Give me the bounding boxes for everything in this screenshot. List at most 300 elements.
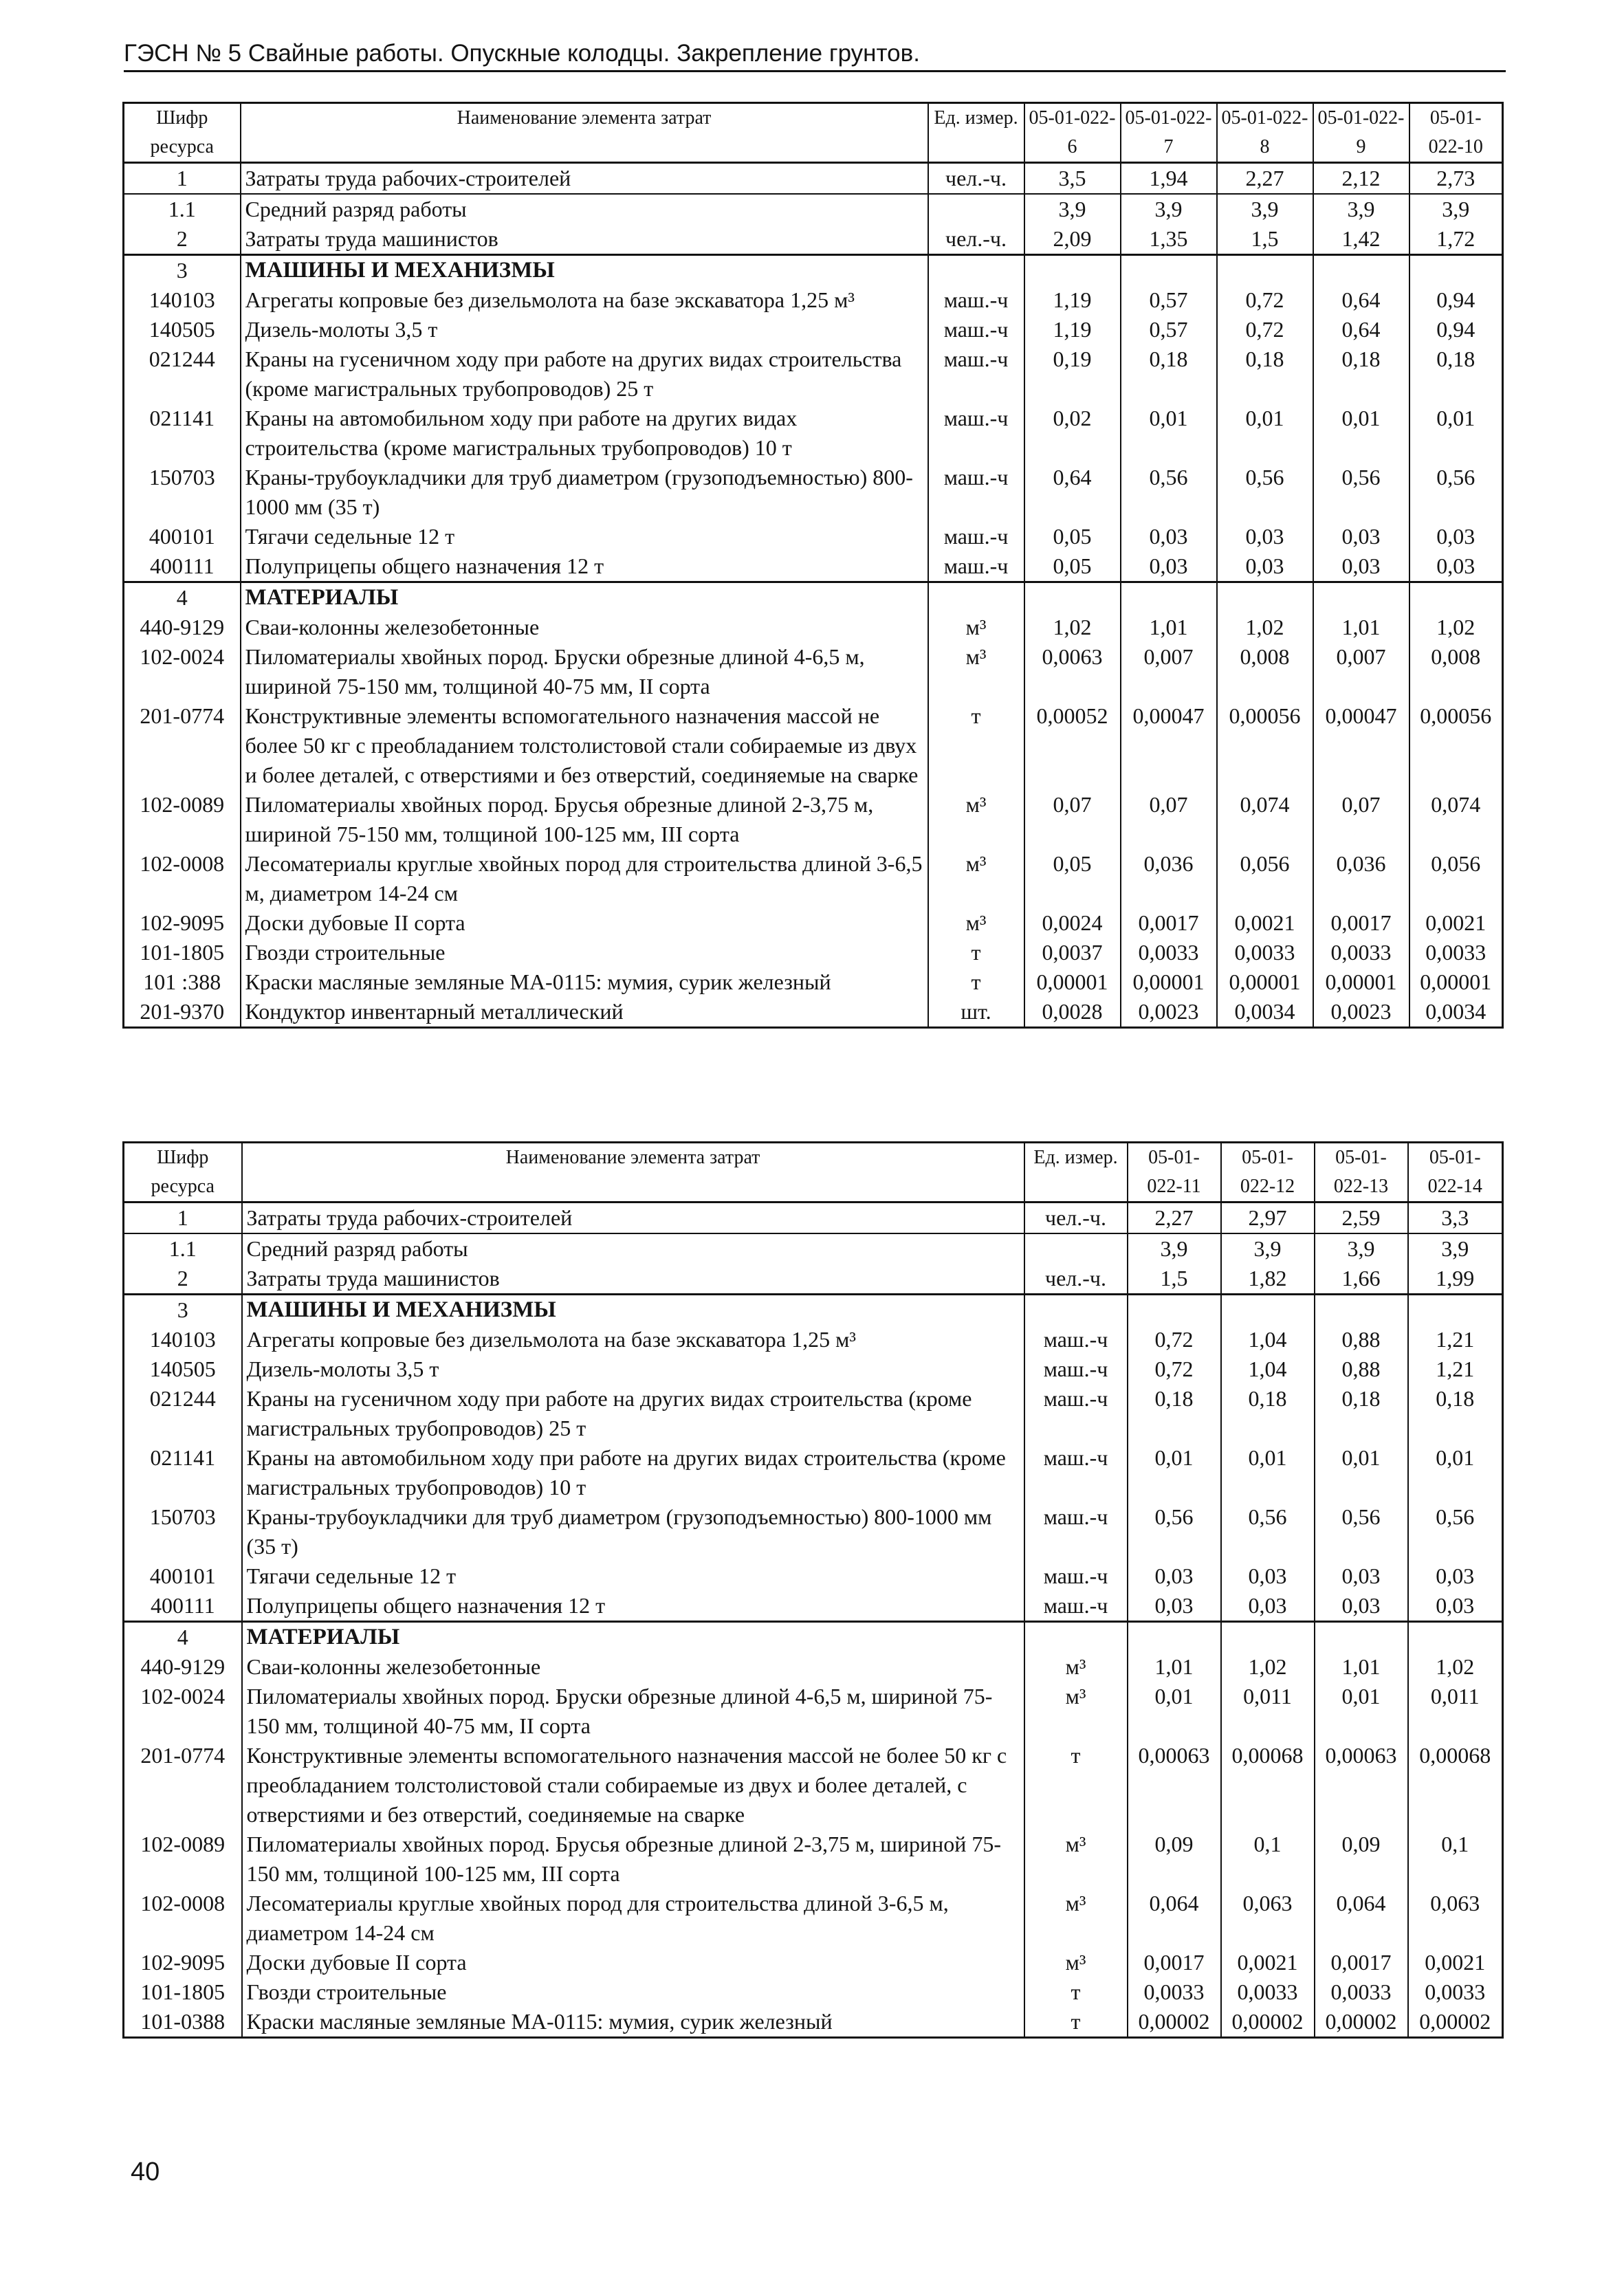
resource-code: 021141 [124,404,241,463]
table-row [124,938,1503,967]
resource-value: 0,0033 [1313,938,1409,967]
table-row [124,997,1503,1028]
resource-unit: м³ [928,908,1024,938]
resource-value: 0,00068 [1408,1741,1503,1830]
resource-value: 0,01 [1128,1682,1221,1741]
table-row [124,1830,1503,1889]
resource-code: 150703 [124,463,241,522]
resource-unit: м³ [928,790,1024,849]
header-code: Шифр ресурса [124,1143,242,1203]
resource-value: 0,01 [1221,1443,1315,1502]
resource-value: 2,27 [1128,1203,1221,1234]
resource-value: 0,19 [1024,344,1121,404]
resource-value: 3,9 [1315,1233,1408,1264]
resource-name: Затраты труда рабочих-строителей [241,163,928,195]
resource-name: Краны-трубоукладчики для труб диаметром (грузоподъемностью) 800-1000 мм (35 т) [241,463,928,522]
resource-unit: т [1024,1741,1128,1830]
resource-unit: маш.-ч [1024,1384,1128,1443]
resource-unit: маш.-ч [1024,1591,1128,1622]
resource-value: 0,00056 [1409,701,1503,790]
resource-code: 021141 [124,1443,242,1502]
resource-code: 102-9095 [124,908,241,938]
resource-table-1 [122,102,1504,1029]
section-row [124,582,1503,613]
resource-code: 102-0024 [124,1682,242,1741]
resource-name: Краны-трубоукладчики для труб диаметром (грузоподъемностью) 800-1000 мм (35 т) [242,1502,1024,1561]
table-row [124,551,1503,582]
resource-name: Сваи-колонны железобетонные [241,613,928,642]
resource-value: 3,9 [1217,194,1313,224]
resource-value: 0,00002 [1408,2007,1503,2038]
resource-code: 150703 [124,1502,242,1561]
resource-unit: м³ [928,613,1024,642]
resource-value: 0,18 [1121,344,1217,404]
header-code: Шифр ресурса [124,103,241,163]
resource-name: МАШИНЫ И МЕХАНИЗМЫ [242,1295,1024,1326]
resource-unit: чел.-ч. [928,224,1024,255]
resource-value: 0,03 [1121,551,1217,582]
resource-code: 1.1 [124,1233,242,1264]
resource-value: 1,19 [1024,315,1121,344]
resource-name: Затраты труда машинистов [242,1264,1024,1295]
resource-value: 0,56 [1128,1502,1221,1561]
resource-value: 0,00063 [1315,1741,1408,1830]
resource-value: 0,72 [1217,285,1313,315]
table-row [124,1741,1503,1830]
resource-value: 0,036 [1313,849,1409,908]
table-row [124,1203,1503,1234]
header-name: Наименование элемента затрат [242,1143,1024,1203]
resource-value: 0,00001 [1409,967,1503,997]
table-row [124,1264,1503,1295]
resource-code: 2 [124,1264,242,1295]
resource-value [1121,582,1217,613]
resource-value: 0,0021 [1408,1948,1503,1977]
resource-value [1409,255,1503,286]
header-col: 05-01-022-10 [1409,103,1503,163]
resource-value: 0,0063 [1024,642,1121,701]
resource-value: 0,00001 [1313,967,1409,997]
resource-name: Краски масляные земляные МА-0115: мумия, сурик железный [242,2007,1024,2038]
table-row [124,613,1503,642]
resource-value: 1,02 [1217,613,1313,642]
resource-name: Сваи-колонны железобетонные [242,1652,1024,1682]
resource-value: 0,0017 [1128,1948,1221,1977]
resource-code: 021244 [124,344,241,404]
resource-name: МАТЕРИАЛЫ [242,1622,1024,1653]
resource-name: Конструктивные элементы вспомогательного назначения массой не более 50 кг с преобладанием толстолистовой стали собираемые из двух и более деталей, с отверстиями и без отверстий, соединяемые на сварке [242,1741,1024,1830]
resource-value: 0,72 [1128,1325,1221,1354]
resource-value: 0,09 [1315,1830,1408,1889]
resource-name: Краны на гусеничном ходу при работе на других видах строительства (кроме магистральных трубопроводов) 25 т [242,1384,1024,1443]
resource-value: 0,07 [1313,790,1409,849]
page-header: ГЭСН № 5 Свайные работы. Опускные колодцы. Закрепление грунтов. [124,39,1506,72]
resource-value: 1,01 [1313,613,1409,642]
resource-value: 0,01 [1408,1443,1503,1502]
resource-value [1313,255,1409,286]
resource-value: 0,09 [1128,1830,1221,1889]
resource-value: 3,9 [1313,194,1409,224]
resource-unit: чел.-ч. [1024,1264,1128,1295]
resource-value: 0,00001 [1121,967,1217,997]
resource-name: Пиломатериалы хвойных пород. Брусья обрезные длиной 2-3,75 м, шириной 75-150 мм, толщиной 100-125 мм, III сорта [241,790,928,849]
resource-value: 0,00052 [1024,701,1121,790]
resource-unit: чел.-ч. [1024,1203,1128,1234]
resource-name: МАШИНЫ И МЕХАНИЗМЫ [241,255,928,286]
resource-value: 0,0024 [1024,908,1121,938]
resource-value [1217,582,1313,613]
header-col: 05-01-022-6 [1024,103,1121,163]
table-row [124,522,1503,551]
resource-value: 0,56 [1221,1502,1315,1561]
resource-code: 400111 [124,1591,242,1622]
resource-value: 3,9 [1408,1233,1503,1264]
table-row [124,1384,1503,1443]
resource-code: 140505 [124,1354,242,1384]
resource-unit [1024,1233,1128,1264]
resource-value: 0,64 [1313,285,1409,315]
table-row [124,1354,1503,1384]
resource-value: 0,03 [1408,1561,1503,1591]
resource-value: 0,0033 [1408,1977,1503,2007]
resource-value: 0,03 [1409,551,1503,582]
resource-value: 0,011 [1221,1682,1315,1741]
page-number: 40 [131,2157,160,2186]
resource-unit: шт. [928,997,1024,1028]
table-row [124,285,1503,315]
header-col: 05-01-022-14 [1408,1143,1503,1203]
resource-code: 140505 [124,315,241,344]
resource-code: 400101 [124,1561,242,1591]
table-row [124,1652,1503,1682]
resource-unit: м³ [1024,1652,1128,1682]
resource-value: 0,01 [1128,1443,1221,1502]
table-row [124,163,1503,195]
resource-value: 0,18 [1217,344,1313,404]
resource-value: 2,73 [1409,163,1503,195]
resource-value: 0,00047 [1313,701,1409,790]
resource-value: 0,01 [1315,1682,1408,1741]
resource-value: 0,56 [1409,463,1503,522]
resource-value [1408,1622,1503,1653]
resource-value: 0,18 [1221,1384,1315,1443]
resource-value: 0,03 [1313,551,1409,582]
resource-value: 0,00002 [1315,2007,1408,2038]
resource-value: 2,97 [1221,1203,1315,1234]
resource-name: Пиломатериалы хвойных пород. Бруски обрезные длиной 4-6,5 м, шириной 75-150 мм, толщиной 40-75 мм, II сорта [241,642,928,701]
header-unit: Ед. измер. [1024,1143,1128,1203]
resource-unit: маш.-ч [928,404,1024,463]
resource-value: 1,02 [1221,1652,1315,1682]
resource-code: 201-9370 [124,997,241,1028]
resource-value: 3,9 [1024,194,1121,224]
resource-name: Полуприцепы общего назначения 12 т [242,1591,1024,1622]
header-unit: Ед. измер. [928,103,1024,163]
resource-value: 0,0021 [1221,1948,1315,1977]
header-col: 05-01-022-11 [1128,1143,1221,1203]
resource-value: 1,35 [1121,224,1217,255]
resource-value: 0,0023 [1313,997,1409,1028]
resource-value: 2,12 [1313,163,1409,195]
resource-value: 0,00002 [1221,2007,1315,2038]
table-row [124,790,1503,849]
resource-name: Тягачи седельные 12 т [241,522,928,551]
resource-unit: т [928,701,1024,790]
resource-code: 140103 [124,285,241,315]
resource-value: 0,07 [1024,790,1121,849]
table-row [124,2007,1503,2038]
resource-value: 1,04 [1221,1325,1315,1354]
resource-value: 0,18 [1409,344,1503,404]
resource-value: 1,02 [1409,613,1503,642]
resource-value [1315,1622,1408,1653]
resource-name: Лесоматериалы круглые хвойных пород для строительства длиной 3-6,5 м, диаметром 14-24 см [242,1889,1024,1948]
resource-name: Кондуктор инвентарный металлический [241,997,928,1028]
resource-value: 0,00047 [1121,701,1217,790]
resource-value: 1,5 [1128,1264,1221,1295]
header-name: Наименование элемента затрат [241,103,928,163]
resource-code: 4 [124,582,241,613]
resource-code: 2 [124,224,241,255]
table-row [124,701,1503,790]
resource-code: 4 [124,1622,242,1653]
resource-name: Конструктивные элементы вспомогательного назначения массой не более 50 кг с преобладанием толстолистовой стали собираемые из двух и более деталей, с отверстиями и без отверстий, соединяемые на сварке [241,701,928,790]
table-row [124,908,1503,938]
resource-value: 0,01 [1313,404,1409,463]
resource-value: 0,94 [1409,285,1503,315]
resource-name: Затраты труда рабочих-строителей [242,1203,1024,1234]
resource-value: 0,056 [1217,849,1313,908]
table-row [124,1561,1503,1591]
resource-value [1221,1622,1315,1653]
resource-value: 1,01 [1315,1652,1408,1682]
resource-code: 101 :388 [124,967,241,997]
resource-unit: маш.-ч [1024,1443,1128,1502]
resource-unit: т [1024,2007,1128,2038]
resource-name: Гвозди строительные [241,938,928,967]
resource-code: 1.1 [124,194,241,224]
resource-unit: т [928,938,1024,967]
resource-value: 0,18 [1408,1384,1503,1443]
resource-value: 2,27 [1217,163,1313,195]
resource-value: 0,011 [1408,1682,1503,1741]
resource-code: 440-9129 [124,1652,242,1682]
resource-code: 1 [124,1203,242,1234]
resource-value: 1,72 [1409,224,1503,255]
resource-code: 102-0089 [124,790,241,849]
resource-code: 101-1805 [124,938,241,967]
resource-unit: маш.-ч [1024,1354,1128,1384]
table-row [124,1682,1503,1741]
resource-value: 0,064 [1128,1889,1221,1948]
resource-value: 0,0033 [1409,938,1503,967]
section-row [124,1622,1503,1653]
resource-name: Краны на гусеничном ходу при работе на других видах строительства (кроме магистральных трубопроводов) 25 т [241,344,928,404]
resource-value: 0,00063 [1128,1741,1221,1830]
resource-unit [928,194,1024,224]
table-row [124,1443,1503,1502]
resource-value: 0,72 [1217,315,1313,344]
table-row [124,1233,1503,1264]
resource-value: 0,56 [1408,1502,1503,1561]
resource-value: 0,03 [1121,522,1217,551]
resource-value: 3,5 [1024,163,1121,195]
resource-code: 102-9095 [124,1948,242,1977]
resource-code: 140103 [124,1325,242,1354]
resource-code: 101-1805 [124,1977,242,2007]
resource-value: 0,0028 [1024,997,1121,1028]
resource-value: 0,01 [1121,404,1217,463]
resource-value: 0,074 [1217,790,1313,849]
resource-value: 0,64 [1313,315,1409,344]
resource-value [1409,582,1503,613]
resource-value: 0,00068 [1221,1741,1315,1830]
resource-value: 0,0021 [1409,908,1503,938]
resource-code: 201-0774 [124,1741,242,1830]
resource-value [1024,255,1121,286]
resource-value: 1,21 [1408,1354,1503,1384]
resource-value: 0,1 [1408,1830,1503,1889]
resource-value: 0,0023 [1121,997,1217,1028]
resource-unit: м³ [1024,1889,1128,1948]
resource-value: 3,9 [1121,194,1217,224]
resource-name: Дизель-молоты 3,5 т [242,1354,1024,1384]
table-row [124,1889,1503,1948]
table-row [124,1591,1503,1622]
resource-code: 102-0089 [124,1830,242,1889]
resource-value [1217,255,1313,286]
resource-code: 101-0388 [124,2007,242,2038]
resource-value: 0,0034 [1409,997,1503,1028]
table-header-row [124,1143,1503,1203]
resource-name: Доски дубовые II сорта [242,1948,1024,1977]
resource-value: 1,02 [1024,613,1121,642]
resource-value: 0,05 [1024,849,1121,908]
resource-value: 2,09 [1024,224,1121,255]
resource-unit: м³ [928,849,1024,908]
resource-code: 3 [124,255,241,286]
resource-unit: м³ [1024,1830,1128,1889]
resource-value: 0,03 [1315,1561,1408,1591]
header-col: 05-01-022-13 [1315,1143,1408,1203]
resource-value: 3,3 [1408,1203,1503,1234]
resource-unit: маш.-ч [1024,1325,1128,1354]
resource-value: 0,07 [1121,790,1217,849]
resource-unit: маш.-ч [1024,1561,1128,1591]
resource-value: 1,02 [1408,1652,1503,1682]
resource-unit: т [1024,1977,1128,2007]
section-row [124,255,1503,286]
resource-name: МАТЕРИАЛЫ [241,582,928,613]
resource-name: Дизель-молоты 3,5 т [241,315,928,344]
resource-unit [1024,1295,1128,1326]
resource-value: 0,05 [1024,551,1121,582]
resource-unit: маш.-ч [928,315,1024,344]
resource-value: 0,56 [1313,463,1409,522]
resource-name: Краски масляные земляные МА-0115: мумия, сурик железный [241,967,928,997]
resource-value: 1,94 [1121,163,1217,195]
resource-value: 0,57 [1121,315,1217,344]
resource-value: 3,9 [1128,1233,1221,1264]
resource-value: 0,01 [1409,404,1503,463]
resource-code: 201-0774 [124,701,241,790]
resource-value: 0,00002 [1128,2007,1221,2038]
resource-name: Затраты труда машинистов [241,224,928,255]
resource-value: 0,03 [1313,522,1409,551]
resource-value: 0,00056 [1217,701,1313,790]
resource-value: 0,0017 [1315,1948,1408,1977]
section-row [124,1295,1503,1326]
resource-code: 440-9129 [124,613,241,642]
header-col: 05-01-022-12 [1221,1143,1315,1203]
header-col: 05-01-022-9 [1313,103,1409,163]
table-row [124,849,1503,908]
resource-value: 0,88 [1315,1354,1408,1384]
resource-unit [928,255,1024,286]
resource-value: 0,56 [1217,463,1313,522]
header-col: 05-01-022-7 [1121,103,1217,163]
resource-value: 0,0033 [1217,938,1313,967]
resource-value: 0,036 [1121,849,1217,908]
resource-name: Средний разряд работы [242,1233,1024,1264]
resource-value: 1,21 [1408,1325,1503,1354]
resource-value: 3,9 [1409,194,1503,224]
resource-value: 0,64 [1024,463,1121,522]
resource-value: 0,0021 [1217,908,1313,938]
table-row [124,1977,1503,2007]
resource-value: 0,0017 [1121,908,1217,938]
resource-value: 1,19 [1024,285,1121,315]
resource-name: Лесоматериалы круглые хвойных пород для строительства длиной 3-6,5 м, диаметром 14-24 см [241,849,928,908]
resource-value: 0,01 [1217,404,1313,463]
resource-value: 2,59 [1315,1203,1408,1234]
table-row [124,315,1503,344]
header-col: 05-01-022-8 [1217,103,1313,163]
resource-unit [928,582,1024,613]
resource-code: 102-0024 [124,642,241,701]
resource-code: 102-0008 [124,849,241,908]
resource-value [1313,582,1409,613]
resource-name: Пиломатериалы хвойных пород. Брусья обрезные длиной 2-3,75 м, шириной 75-150 мм, толщиной 100-125 мм, III сорта [242,1830,1024,1889]
table-row [124,642,1503,701]
resource-value: 0,0037 [1024,938,1121,967]
resource-value: 0,03 [1217,551,1313,582]
resource-value: 1,5 [1217,224,1313,255]
resource-value: 0,18 [1128,1384,1221,1443]
resource-value: 0,074 [1409,790,1503,849]
table-row [124,194,1503,224]
resource-value [1221,1295,1315,1326]
resource-value: 0,03 [1128,1561,1221,1591]
resource-value: 0,02 [1024,404,1121,463]
table-header-row [124,103,1503,163]
resource-name: Краны на автомобильном ходу при работе на других видах строительства (кроме магистральных трубопроводов) 10 т [241,404,928,463]
table-row [124,463,1503,522]
table-row [124,1502,1503,1561]
resource-value: 0,03 [1217,522,1313,551]
resource-value [1315,1295,1408,1326]
resource-unit: м³ [1024,1948,1128,1977]
resource-value: 0,03 [1128,1591,1221,1622]
resource-name: Агрегаты копровые без дизельмолота на базе экскаватора 1,25 м³ [242,1325,1024,1354]
resource-value: 0,064 [1315,1889,1408,1948]
resource-code: 3 [124,1295,242,1326]
resource-value: 1,99 [1408,1264,1503,1295]
resource-unit: м³ [928,642,1024,701]
resource-unit: маш.-ч [928,463,1024,522]
resource-code: 400101 [124,522,241,551]
resource-code: 102-0008 [124,1889,242,1948]
